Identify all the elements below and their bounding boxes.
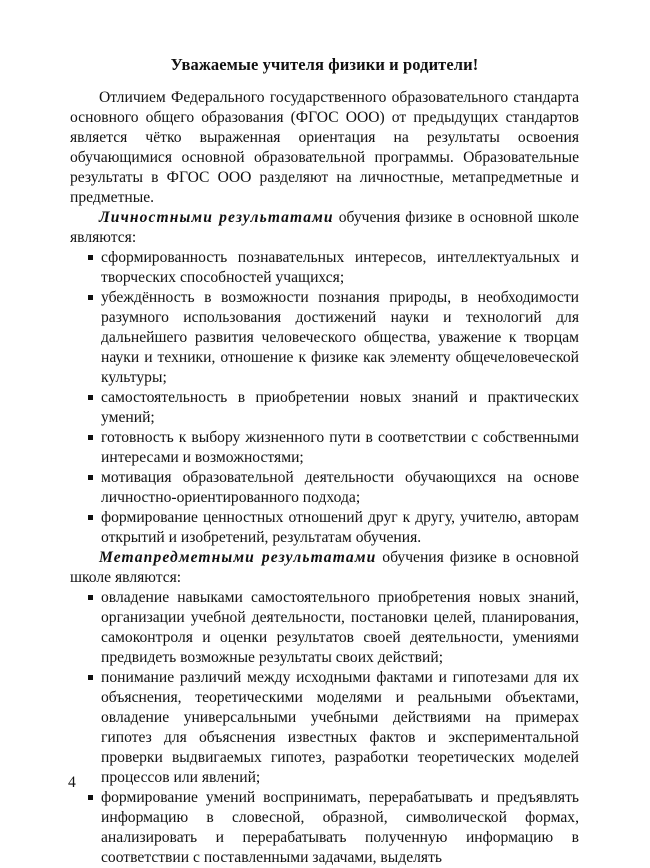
list-item <box>70 668 579 788</box>
bullet-icon <box>88 295 93 300</box>
bullet-icon <box>88 395 93 400</box>
meta-results-leadin: Метапредметными результатами <box>99 549 377 566</box>
list-item-text: понимание различий между исходными фактами и гипотезами для их объяснения, теоретическими моделями и реальными объектами, овладение универсальными учебными действиями на примерах гипотез для объяснения известных фактов и экспериментальной проверки выдвигаемых гипотез, разработки теоретических моделей процессов или явлений; <box>101 669 579 786</box>
intro-paragraph: Отличием Федерального государственного образовательного стандарта основного общего образования (ФГОС ООО) от предыдущих стандартов является чётко выраженная ориентация на результаты освоения обучающимися основной образовательной программы. Образовательные результаты в ФГОС ООО разделяют на личностные, метапредметные и предметные. <box>70 89 579 206</box>
list-item <box>70 428 579 468</box>
list-item <box>70 508 579 548</box>
list-item-text: формирование ценностных отношений друг к другу, учителю, авторам открытий и изобретений, результатам обучения. <box>101 509 579 546</box>
list-item <box>70 288 579 388</box>
bullet-icon <box>88 795 93 800</box>
personal-results-leadin: Личностными результатами <box>99 209 334 226</box>
page-content <box>70 55 579 868</box>
bullet-icon <box>88 435 93 440</box>
personal-results-intro <box>70 208 579 248</box>
list-item-text: овладение навыками самостоятельного приобретения новых знаний, организации учебной деятельности, постановки целей, планирования, самоконтроля и оценки результатов своей деятельности, умениями предвидеть возможные результаты своих действий; <box>101 589 579 666</box>
list-item-text: самостоятельность в приобретении новых знаний и практических умений; <box>101 389 579 426</box>
meta-results-intro <box>70 548 579 588</box>
list-item <box>70 588 579 668</box>
list-item-text: сформированность познавательных интересов, интеллектуальных и творческих способностей учащихся; <box>101 249 579 286</box>
list-item <box>70 248 579 288</box>
personal-results-list <box>70 248 579 548</box>
list-item <box>70 468 579 508</box>
personal-results-intro-rest: обучения физике в основной школе являются: <box>70 209 579 246</box>
meta-results-list <box>70 588 579 868</box>
list-item-text: мотивация образовательной деятельности обучающихся на основе личностно-ориентированного подхода; <box>101 469 579 506</box>
list-item-text: готовность к выбору жизненного пути в соответствии с собственными интересами и возможностями; <box>101 429 579 466</box>
bullet-icon <box>88 515 93 520</box>
list-item <box>70 388 579 428</box>
page-number: 4 <box>68 774 76 791</box>
list-item-text: формирование умений воспринимать, перерабатывать и предъявлять информацию в словесной, образной, символической формах, анализировать и перерабатывать полученную информацию в соответствии с поставленными задачами, выделять <box>101 789 579 866</box>
page-title: Уважаемые учителя физики и родители! <box>170 55 479 74</box>
bullet-icon <box>88 475 93 480</box>
bullet-icon <box>88 255 93 260</box>
meta-results-intro-rest: обучения физике в основной школе являются: <box>70 549 579 586</box>
bullet-icon <box>88 595 93 600</box>
list-item-text: убеждённость в возможности познания природы, в необходимости разумного использования достижений науки и технологий для дальнейшего развития человеческого общества, уважение к творцам науки и техники, отношение к физике как элементу общечеловеческой культуры; <box>101 289 579 386</box>
bullet-icon <box>88 675 93 680</box>
list-item <box>70 788 579 868</box>
